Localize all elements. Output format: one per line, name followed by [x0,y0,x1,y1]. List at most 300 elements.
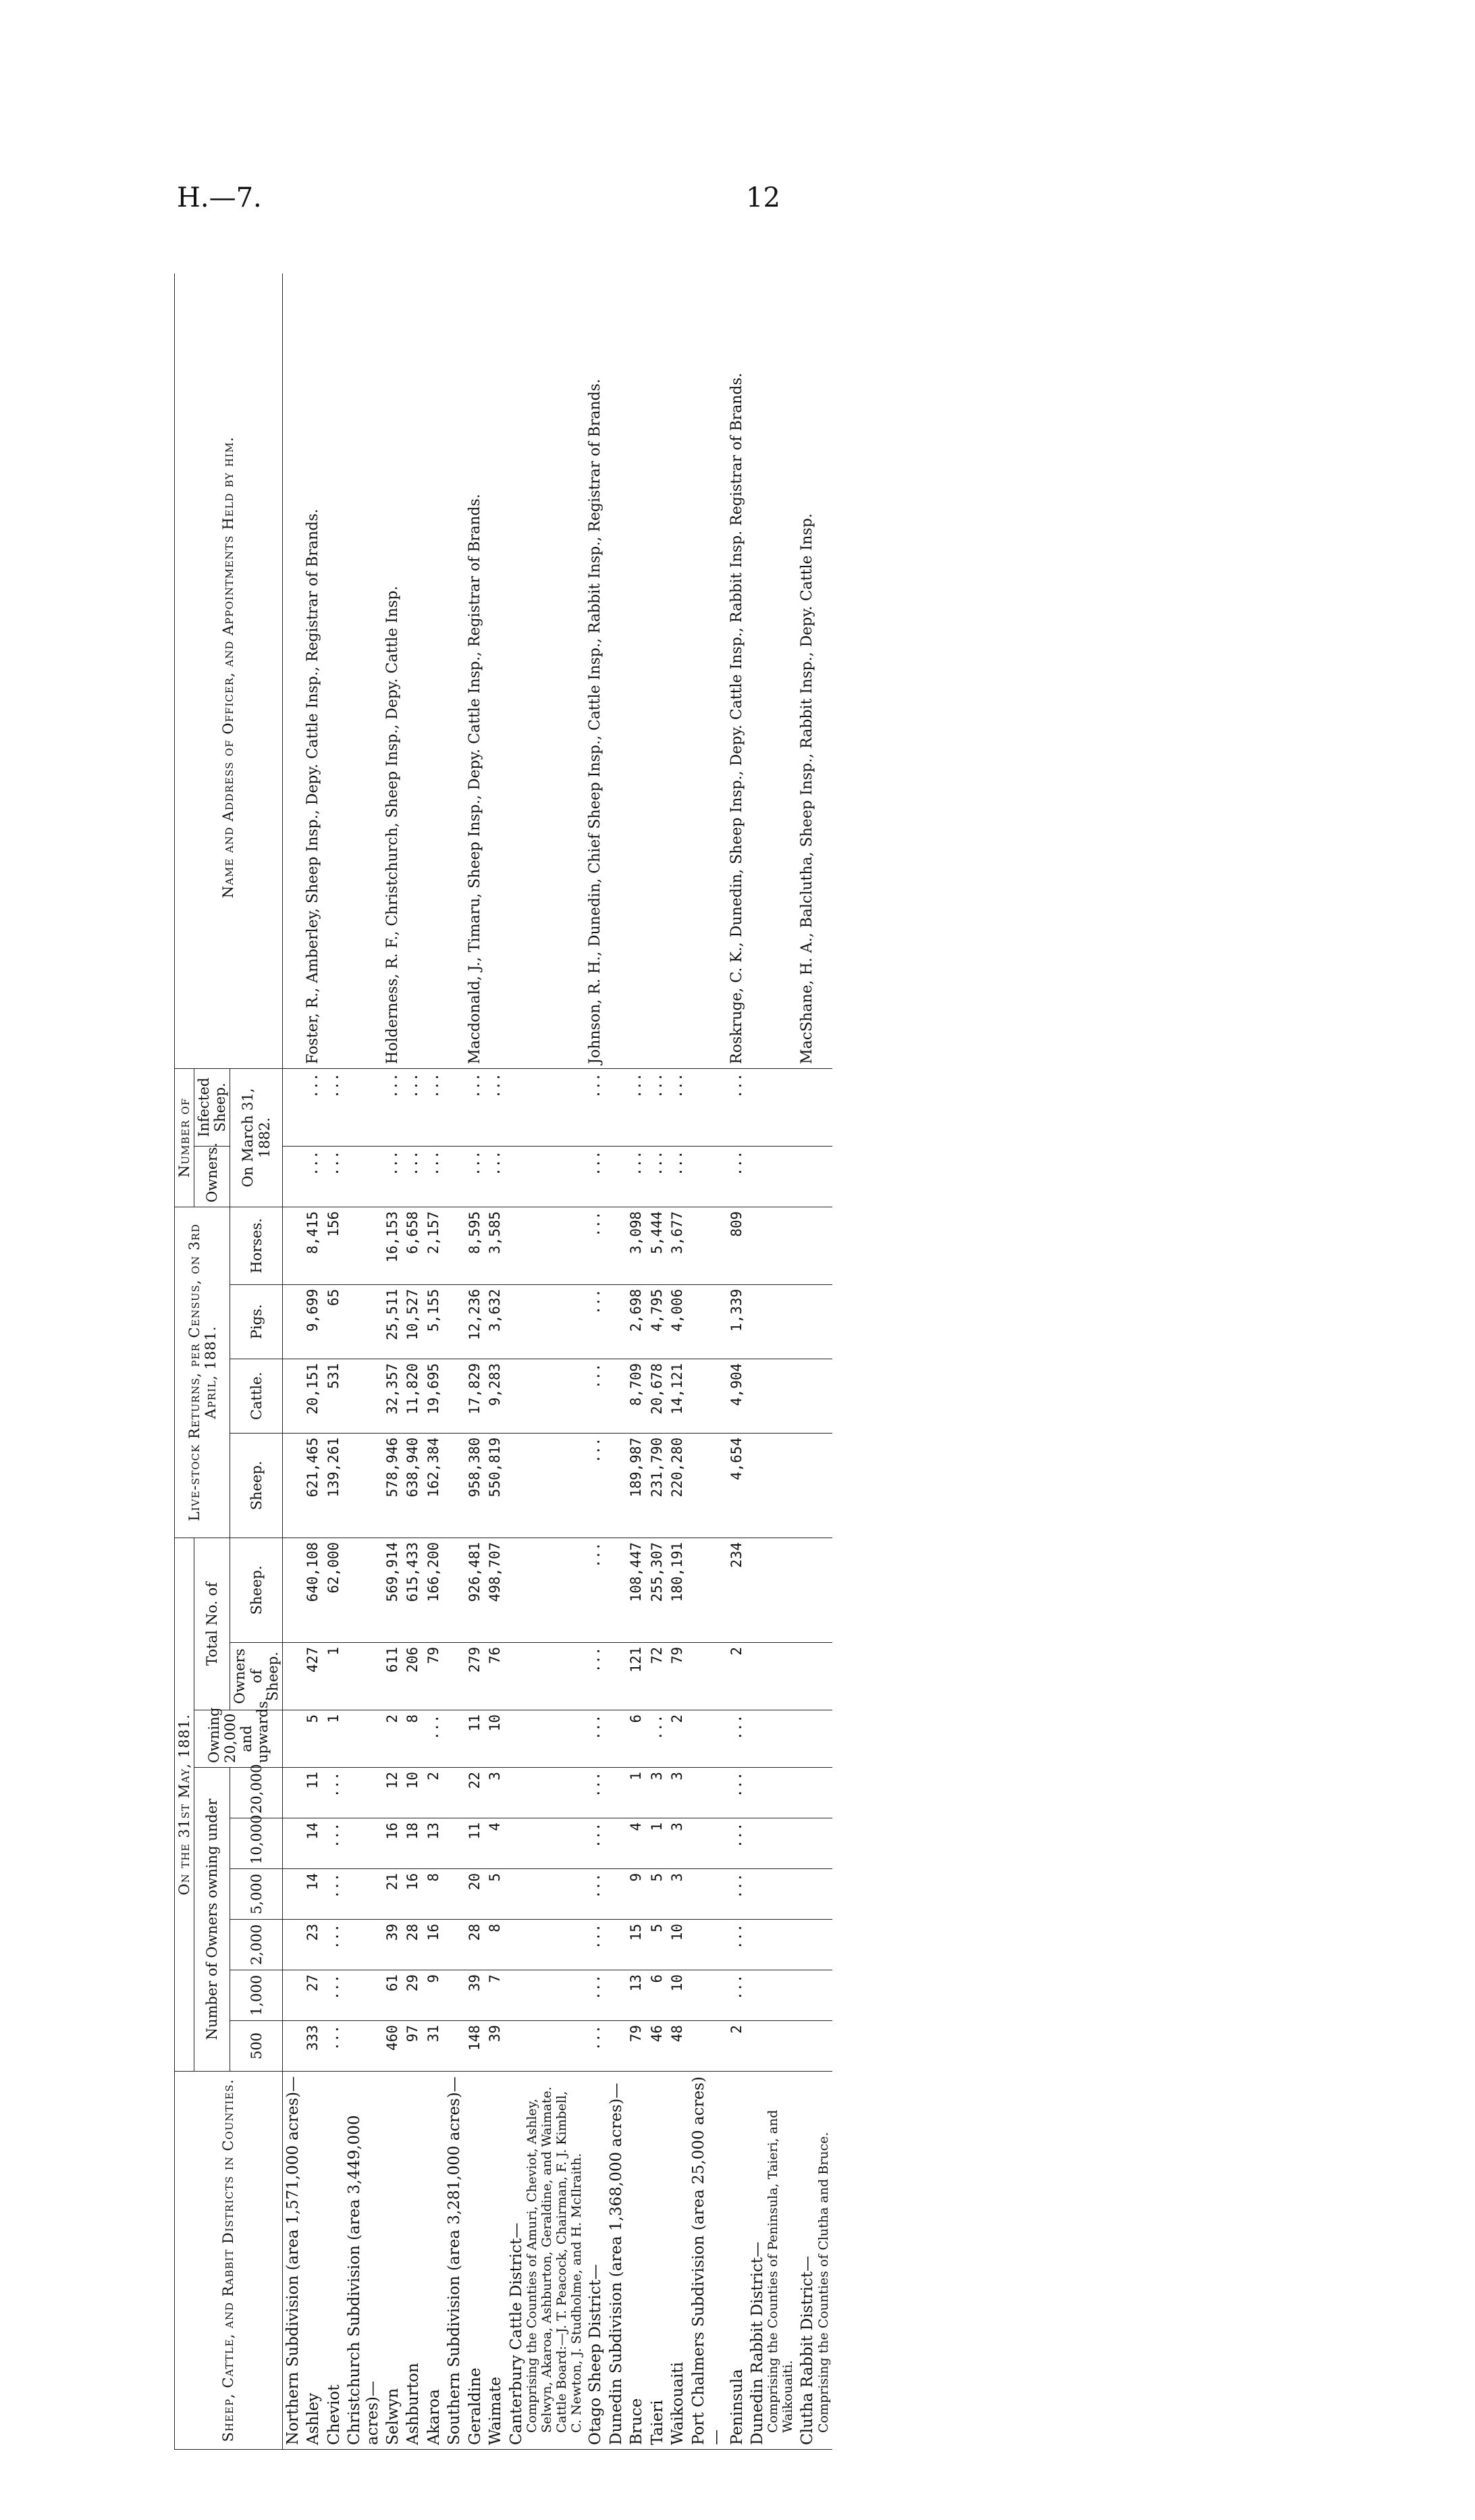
value-cell: 48 [668,2021,688,2072]
value-cell: 4,006 [668,1284,688,1359]
officer-cell [606,273,626,1068]
value-cell: 79 [626,2021,647,2072]
ls-cattle-header: Cattle. [230,1359,282,1433]
value-cell [444,1207,464,1284]
value-cell: 65 [324,1284,344,1359]
value-cell: 21 [383,1869,403,1920]
district-cell [727,2072,747,2450]
value-cell: 61 [383,1970,403,2021]
under-5000-header: 5,000 [230,1869,282,1920]
officer-cell [424,273,444,1068]
district-cell [424,2072,444,2450]
on-may-header: On the 31st May, 1881. [175,1538,194,2071]
value-cell: 39 [485,2021,506,2072]
value-cell: 8 [403,1710,423,1768]
value-cell: 3,677 [668,1207,688,1284]
officer-cell [668,273,688,1068]
value-cell: 20,678 [647,1359,668,1433]
value-cell [606,1359,626,1433]
district-cell [403,2072,423,2450]
value-cell: 8 [424,1869,444,1920]
value-cell: 3,098 [626,1207,647,1284]
value-cell [444,1146,464,1207]
value-cell: 22 [465,1768,485,1818]
value-cell: 15 [626,1920,647,1970]
district-cell [797,2072,832,2450]
value-cell: 220,280 [668,1433,688,1538]
value-cell: 2 [727,1643,747,1710]
value-cell: ... [424,1710,444,1768]
district-label: Northern Subdivision (area 1,571,000 acres)— [284,2076,302,2445]
value-cell [747,1920,797,1970]
value-cell [797,1710,832,1768]
value-cell: 5,444 [647,1207,668,1284]
value-cell: 5 [647,1869,668,1920]
value-cell [344,1146,383,1207]
value-cell: ... [324,1869,344,1920]
value-cell: ... [585,1433,606,1538]
value-cell: 8,415 [303,1207,323,1284]
value-cell: 1,339 [727,1284,747,1359]
officer-cell: Foster, R., Amberley, Sheep Insp., Depy. Cattle Insp., Registrar of Brands. [303,273,323,1068]
table-stage [174,273,1349,2450]
value-cell: ... [403,1068,423,1146]
total-sheep-header: Sheep. [230,1538,282,1642]
value-cell [797,1768,832,1818]
value-cell: ... [303,1068,323,1146]
value-cell [797,1818,832,1869]
value-cell: 10 [668,1920,688,1970]
value-cell [344,2021,383,2072]
value-cell: 6,658 [403,1207,423,1284]
value-cell: 2 [383,1710,403,1768]
value-cell [344,1433,383,1538]
table-row [303,273,323,2450]
value-cell: 28 [403,1920,423,1970]
value-cell: 427 [303,1643,323,1710]
value-cell: 2 [727,2021,747,2072]
value-cell [282,1068,303,1146]
value-cell [606,1643,626,1710]
value-cell: 148 [465,2021,485,2072]
table-row [324,273,344,2450]
value-cell: 108,447 [626,1538,647,1642]
officer-cell [324,273,344,1068]
value-cell: 8,709 [626,1359,647,1433]
district-cell [606,2072,626,2450]
value-cell [444,1818,464,1869]
district-label: Christchurch Subdivision (area 3,449,000 acres)— [346,2115,381,2445]
value-cell: 2,157 [424,1207,444,1284]
value-cell [747,1146,797,1207]
value-cell [747,1068,797,1146]
table-row [282,273,303,2450]
value-cell: 333 [303,2021,323,2072]
value-cell: ... [324,2021,344,2072]
district-label: Taieri [648,2400,666,2445]
value-cell: 28 [465,1920,485,1970]
value-cell [282,1284,303,1359]
district-label: Southern Subdivision (area 3,281,000 acres)— [446,2076,464,2445]
district-note: Comprising the Counties of Peninsula, Taieri, and Waikouaiti. [766,2109,796,2433]
value-cell: 926,481 [465,1538,485,1642]
value-cell: 13 [626,1970,647,2021]
value-cell [506,1284,586,1359]
value-cell [747,1359,797,1433]
value-cell: ... [485,1068,506,1146]
value-cell: 578,946 [383,1433,403,1538]
value-cell [506,1068,586,1146]
officer-cell: Roskruge, C. K., Dunedin, Sheep Insp., Depy. Cattle Insp., Rabbit Insp. Registrar of Brands. [727,273,747,1068]
value-cell [506,1538,586,1642]
value-cell: ... [727,1869,747,1920]
value-cell [606,1920,626,1970]
value-cell [506,1359,586,1433]
value-cell: 16 [403,1869,423,1920]
district-cell [506,2072,586,2450]
value-cell [797,2021,832,2072]
value-cell: 3,632 [485,1284,506,1359]
value-cell: 162,384 [424,1433,444,1538]
value-cell: ... [585,1818,606,1869]
district-label: Ashley [304,2392,323,2445]
on-march-header: On March 31, 1882. [230,1068,282,1207]
value-cell [444,1970,464,2021]
value-cell: 10 [485,1710,506,1768]
value-cell [606,1538,626,1642]
value-cell: ... [585,1869,606,1920]
value-cell: 6 [647,1970,668,2021]
table-row [506,273,586,2450]
value-cell: 2 [424,1768,444,1818]
value-cell: 16,153 [383,1207,403,1284]
value-cell [506,1818,586,1869]
value-cell: 5 [303,1710,323,1768]
value-cell: 62,000 [324,1538,344,1642]
value-cell: 206 [403,1643,423,1710]
number-of-header: Number of [175,1068,194,1207]
value-cell: 9 [626,1869,647,1920]
value-cell: 72 [647,1643,668,1710]
officer-cell [344,273,383,1068]
value-cell [797,1920,832,1970]
value-cell [747,1710,797,1768]
value-cell: 139,261 [324,1433,344,1538]
value-cell: 8 [485,1920,506,1970]
table-row [465,273,485,2450]
value-cell [444,1869,464,1920]
officer-cell [485,273,506,1068]
district-cell [324,2072,344,2450]
value-cell: 8,595 [465,1207,485,1284]
district-cell [689,2072,727,2450]
district-label: Otago Sheep District— [587,2264,605,2445]
value-cell: 5 [647,1920,668,1970]
value-cell [344,1818,383,1869]
value-cell: 25,511 [383,1284,403,1359]
table-row [668,273,688,2450]
value-cell [444,2021,464,2072]
value-cell [506,1768,586,1818]
value-cell: ... [383,1146,403,1207]
value-cell [797,1284,832,1359]
value-cell: ... [465,1146,485,1207]
livestock-header: Live-stock Returns, per Census, on 3rd April, 1881. [175,1207,230,1538]
value-cell: ... [647,1146,668,1207]
districts-header: Sheep, Cattle, and Rabbit Districts in Counties. [175,2072,283,2450]
value-cell [797,1970,832,2021]
district-cell [444,2072,464,2450]
district-label: Geraldine [466,2367,484,2445]
district-cell [585,2072,606,2450]
value-cell [606,1970,626,2021]
officer-cell [647,273,668,1068]
value-cell: 79 [424,1643,444,1710]
value-cell [606,1869,626,1920]
value-cell: ... [424,1146,444,1207]
value-cell [797,1068,832,1146]
value-cell [282,1359,303,1433]
district-note: Comprising the Counties of Amuri, Cheviot, Ashley, Selwyn, Akaroa, Ashburton, Geraldine, and Waimate. Cattle Board:—J. T. Peacock, Chairman, F. J. Kimbell, C. Newton, J. Studholme, and H. McIlraith. [525,2086,584,2433]
officer-cell [626,273,647,1068]
page-reference: H.—7. [177,182,262,213]
value-cell [747,1207,797,1284]
value-cell: 10,527 [403,1284,423,1359]
value-cell: 9 [424,1970,444,2021]
value-cell [689,1710,727,1768]
value-cell [689,2021,727,2072]
value-cell [506,1869,586,1920]
value-cell [506,1920,586,1970]
value-cell [444,1768,464,1818]
value-cell: ... [727,1818,747,1869]
value-cell: ... [727,1068,747,1146]
district-label: Cheviot [325,2384,343,2445]
value-cell [689,1207,727,1284]
value-cell [506,1643,586,1710]
value-cell: 79 [668,1643,688,1710]
value-cell: 231,790 [647,1433,668,1538]
value-cell: 1 [324,1643,344,1710]
ls-horses-header: Horses. [230,1207,282,1284]
value-cell: 7 [485,1970,506,2021]
livestock-table [174,273,832,2450]
value-cell: 550,819 [485,1433,506,1538]
officer-cell: Holderness, R. F., Christchurch, Sheep Insp., Depy. Cattle Insp. [383,273,403,1068]
value-cell: 4,654 [727,1433,747,1538]
value-cell [282,2021,303,2072]
value-cell: 621,465 [303,1433,323,1538]
officer-cell [403,273,423,1068]
value-cell: ... [585,1068,606,1146]
value-cell: 234 [727,1538,747,1642]
officer-cell [747,273,797,1068]
value-cell: ... [626,1146,647,1207]
value-cell: 498,707 [485,1538,506,1642]
value-cell [282,1920,303,1970]
value-cell: ... [485,1146,506,1207]
district-cell [465,2072,485,2450]
district-label: Peninsula [728,2369,746,2445]
owners-header: Owners. [194,1146,230,1207]
value-cell [344,1710,383,1768]
value-cell [797,1538,832,1642]
value-cell: 10 [668,1970,688,2021]
district-cell [344,2072,383,2450]
ls-pigs-header: Pigs. [230,1284,282,1359]
district-cell [647,2072,668,2450]
district-label: Dunedin Subdivision (area 1,368,000 acres)— [607,2082,625,2445]
value-cell: ... [585,1920,606,1970]
value-cell: ... [668,1146,688,1207]
value-cell: 14 [303,1869,323,1920]
value-cell: ... [465,1068,485,1146]
value-cell: 3 [647,1768,668,1818]
district-label: Ashburton [404,2363,423,2445]
value-cell: ... [727,1768,747,1818]
district-cell [303,2072,323,2450]
value-cell: 180,191 [668,1538,688,1642]
table-row [647,273,668,2450]
value-cell [344,1643,383,1710]
value-cell [606,1710,626,1768]
value-cell: 640,108 [303,1538,323,1642]
value-cell [747,1538,797,1642]
value-cell: 13 [424,1818,444,1869]
value-cell: ... [585,1643,606,1710]
value-cell [444,1284,464,1359]
infected-header: Infected Sheep. [194,1068,230,1146]
value-cell [282,1869,303,1920]
value-cell [344,1970,383,2021]
table-row [383,273,403,2450]
table-row [689,273,727,2450]
value-cell: ... [585,1207,606,1284]
value-cell [444,1359,464,1433]
value-cell [444,1643,464,1710]
value-cell: 1 [626,1768,647,1818]
value-cell: 76 [485,1643,506,1710]
value-cell: 5,155 [424,1284,444,1359]
officer-cell [282,273,303,1068]
value-cell: 97 [403,2021,423,2072]
value-cell [689,1146,727,1207]
value-cell [344,1359,383,1433]
value-cell: ... [424,1068,444,1146]
value-cell: ... [324,1146,344,1207]
value-cell: 29 [403,1970,423,2021]
owning-under-header: Number of Owners owning under [194,1768,230,2072]
value-cell [747,1433,797,1538]
page-number: 12 [746,182,780,213]
value-cell: ... [727,1970,747,2021]
value-cell [606,1068,626,1146]
district-cell [383,2072,403,2450]
table-row [344,273,383,2450]
value-cell: ... [668,1068,688,1146]
value-cell: ... [647,1068,668,1146]
table-row [424,273,444,2450]
value-cell: ... [585,2021,606,2072]
value-cell: 19,695 [424,1359,444,1433]
value-cell [747,1768,797,1818]
value-cell: 12 [383,1768,403,1818]
value-cell: ... [383,1068,403,1146]
value-cell [797,1359,832,1433]
value-cell [606,1433,626,1538]
value-cell: ... [585,1768,606,1818]
value-cell: 4,795 [647,1284,668,1359]
value-cell [282,1970,303,2021]
value-cell: ... [324,1068,344,1146]
value-cell: 3 [485,1768,506,1818]
value-cell [689,1433,727,1538]
value-cell: 1 [647,1818,668,1869]
district-label: Akaroa [425,2389,443,2445]
table-row [485,273,506,2450]
value-cell: 11 [303,1768,323,1818]
value-cell [282,1146,303,1207]
owning-20000-header: Owning 20,000 and upwards. [194,1710,283,1768]
value-cell [506,1146,586,1207]
value-cell [747,1284,797,1359]
value-cell: 531 [324,1359,344,1433]
district-label: Bruce [628,2398,646,2445]
value-cell [747,1818,797,1869]
value-cell: ... [324,1768,344,1818]
value-cell: ... [585,1146,606,1207]
value-cell: 16 [424,1920,444,1970]
district-cell [282,2072,303,2450]
value-cell [444,1433,464,1538]
under-500-header: 500 [230,2021,282,2072]
value-cell: 23 [303,1920,323,1970]
value-cell: ... [403,1146,423,1207]
value-cell: ... [324,1970,344,2021]
district-cell [747,2072,797,2450]
value-cell: 638,940 [403,1433,423,1538]
value-cell [282,1768,303,1818]
value-cell [689,1768,727,1818]
value-cell [797,1643,832,1710]
value-cell [606,1207,626,1284]
value-cell: 569,914 [383,1538,403,1642]
value-cell: 10 [403,1768,423,1818]
value-cell: ... [727,1146,747,1207]
table-row [606,273,626,2450]
value-cell [444,1538,464,1642]
value-cell [506,1970,586,2021]
value-cell [282,1433,303,1538]
table-row [727,273,747,2450]
value-cell: 2 [668,1710,688,1768]
value-cell [689,1284,727,1359]
value-cell [689,1920,727,1970]
value-cell: 4 [485,1818,506,1869]
value-cell: 39 [465,1970,485,2021]
value-cell: 156 [324,1207,344,1284]
value-cell [689,1538,727,1642]
value-cell: 2,698 [626,1284,647,1359]
district-cell [668,2072,688,2450]
value-cell: 11 [465,1818,485,1869]
value-cell: 4,904 [727,1359,747,1433]
value-cell [282,1710,303,1768]
under-1000-header: 1,000 [230,1970,282,2021]
value-cell [344,1538,383,1642]
value-cell [747,1869,797,1920]
value-cell: ... [585,1538,606,1642]
